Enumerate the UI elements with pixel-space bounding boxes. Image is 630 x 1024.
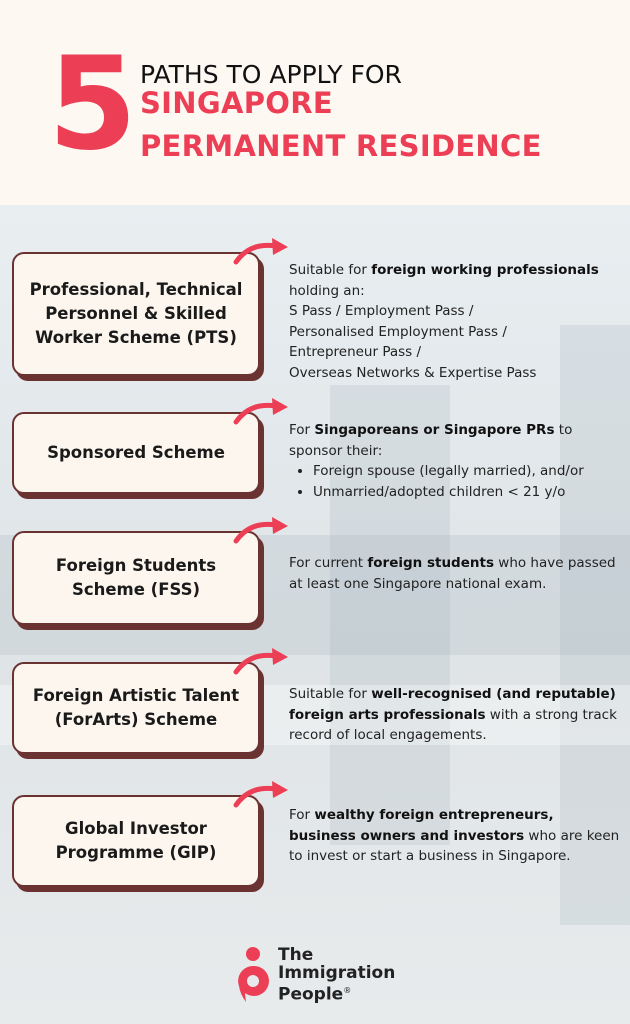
scheme-description-pts: Suitable for foreign working professionals holding an: S Pass / Employment Pass / Personalised Employment Pass / Entrepreneur Pass / Overseas Networks & Expertise Pass <box>289 262 599 381</box>
logo-text-line: The <box>278 945 314 965</box>
scheme-card-sponsored <box>12 412 260 494</box>
big-number: 5 <box>48 30 138 179</box>
curved-arrow-icon <box>232 779 292 809</box>
scheme-title: Sponsored Scheme <box>47 443 225 462</box>
title-line-2: SINGAPORE <box>140 86 333 120</box>
scheme-title: Professional, Technical Personnel & Skilled Worker Scheme (PTS) <box>29 280 243 347</box>
scheme-title: Foreign Artistic Talent (ForArts) Scheme <box>32 686 240 729</box>
scheme-description-sponsored: For Singaporeans or Singapore PRs to sponsor their: • Foreign spouse (legally married), and/or • Unmarried/adopted children < 21 y/o <box>289 420 624 502</box>
curved-arrow-icon <box>232 515 292 545</box>
scheme-description-forarts: Suitable for well-recognised (and reputable) foreign arts professionals with a strong track record of local engagements. <box>289 686 617 743</box>
curved-arrow-icon <box>232 396 292 426</box>
scheme-card-forarts <box>12 662 260 754</box>
logo-text-line: People <box>278 984 344 1005</box>
header <box>0 0 630 205</box>
title-line-3: PERMANENT RESIDENCE <box>140 129 542 163</box>
curved-arrow-icon <box>232 236 292 266</box>
title-line-1: PATHS TO APPLY FOR <box>140 60 402 89</box>
curved-arrow-icon <box>232 646 292 676</box>
logo-text-line: Immigration <box>278 963 396 983</box>
scheme-card-gip <box>12 795 260 887</box>
person-pin-icon <box>236 946 270 1004</box>
registered-mark: ® <box>343 986 352 995</box>
scheme-card-pts <box>12 252 260 376</box>
scheme-description-gip: For wealthy foreign entrepreneurs, business owners and investors who are keen to invest or start a business in Singapore. <box>289 807 620 864</box>
company-logo <box>236 946 395 1004</box>
scheme-title: Foreign Students Scheme (FSS) <box>55 556 217 599</box>
scheme-title: Global Investor Programme (GIP) <box>55 819 217 862</box>
scheme-card-fss <box>12 531 260 625</box>
scheme-description-fss: For current foreign students who have passed at least one Singapore national exam. <box>289 555 616 592</box>
